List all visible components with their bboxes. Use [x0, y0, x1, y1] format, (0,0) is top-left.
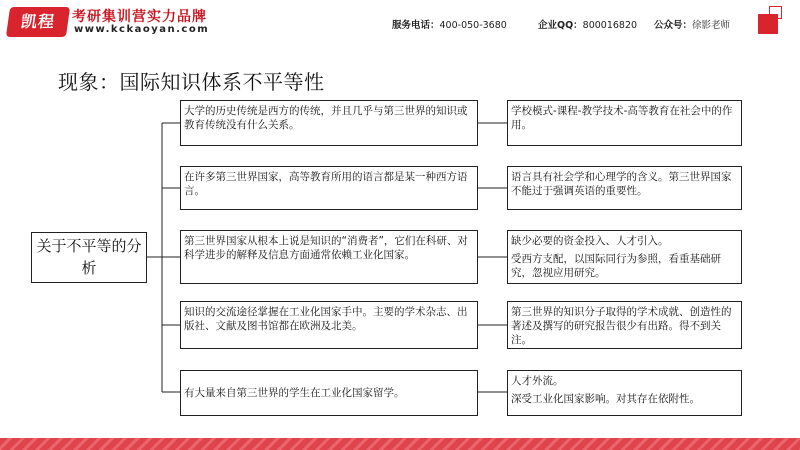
cause-node-2: 在许多第三世界国家，高等教育所用的语言都是某一种西方语言。 — [180, 166, 478, 210]
wechat-value: 徐影老师 — [692, 20, 731, 31]
cause-node-3: 第三世界国家从根本上说是知识的“消费者”，它们在科研、对科学进步的解释及信息方面通常依赖工业化国家。 — [180, 230, 478, 284]
wechat-label: 公众号： — [654, 20, 693, 31]
page-title: 现象：国际知识体系不平等性 — [58, 70, 325, 94]
effect-text: 人才外流。 — [511, 375, 564, 387]
effect-node-3 — [507, 230, 742, 284]
cause-node-1: 大学的历史传统是西方的传统，并且几乎与第三世界的知识或教育传统没有什么关系。 — [180, 100, 478, 146]
effect-text: 深受工业化国家影响。对其存在依附性。 — [511, 393, 700, 405]
brand-url: www.kckaoyan.com — [74, 24, 210, 35]
cause-node-5: 有大量来自第三世界的学生在工业化国家留学。 — [180, 370, 478, 416]
brand-logo: 凯程 — [6, 7, 70, 37]
qq-label: 企业QQ： — [538, 20, 583, 31]
effect-node-2 — [507, 166, 742, 210]
effect-text: 学校模式-课程-教学技术-高等教育在社会中的作用。 — [511, 105, 733, 131]
effect-node-5 — [507, 370, 742, 416]
qq-value: 800016820 — [582, 20, 638, 31]
root-node: 关于不平等的分析 — [31, 232, 147, 283]
footer-decor-bar — [0, 438, 800, 450]
effect-text: 语言具有社会学和心理学的含义。第三世界国家不能过于强调英语的重要性。 — [511, 171, 732, 197]
cause-node-4: 知识的交流途径掌握在工业化国家手中。主要的学术杂志、出版社、文献及图书馆都在欧洲及北美。 — [180, 301, 478, 349]
effect-node-1 — [507, 100, 742, 146]
effect-node-4 — [507, 301, 742, 349]
effect-text: 第三世界的知识分子取得的学术成就、创造性的著述及撰写的研究报告很少有出路。得不到关注。 — [511, 306, 732, 346]
brand-title: 考研集训营实力品牌 — [72, 9, 207, 25]
phone-value: 400-050-3680 — [439, 20, 507, 31]
effect-text: 受西方支配，以国际同行为参照，看重基础研究，忽视应用研究。 — [511, 253, 721, 279]
effect-text: 缺少必要的资金投入、人才引入。 — [511, 235, 669, 247]
phone-label: 服务电话： — [392, 20, 440, 31]
